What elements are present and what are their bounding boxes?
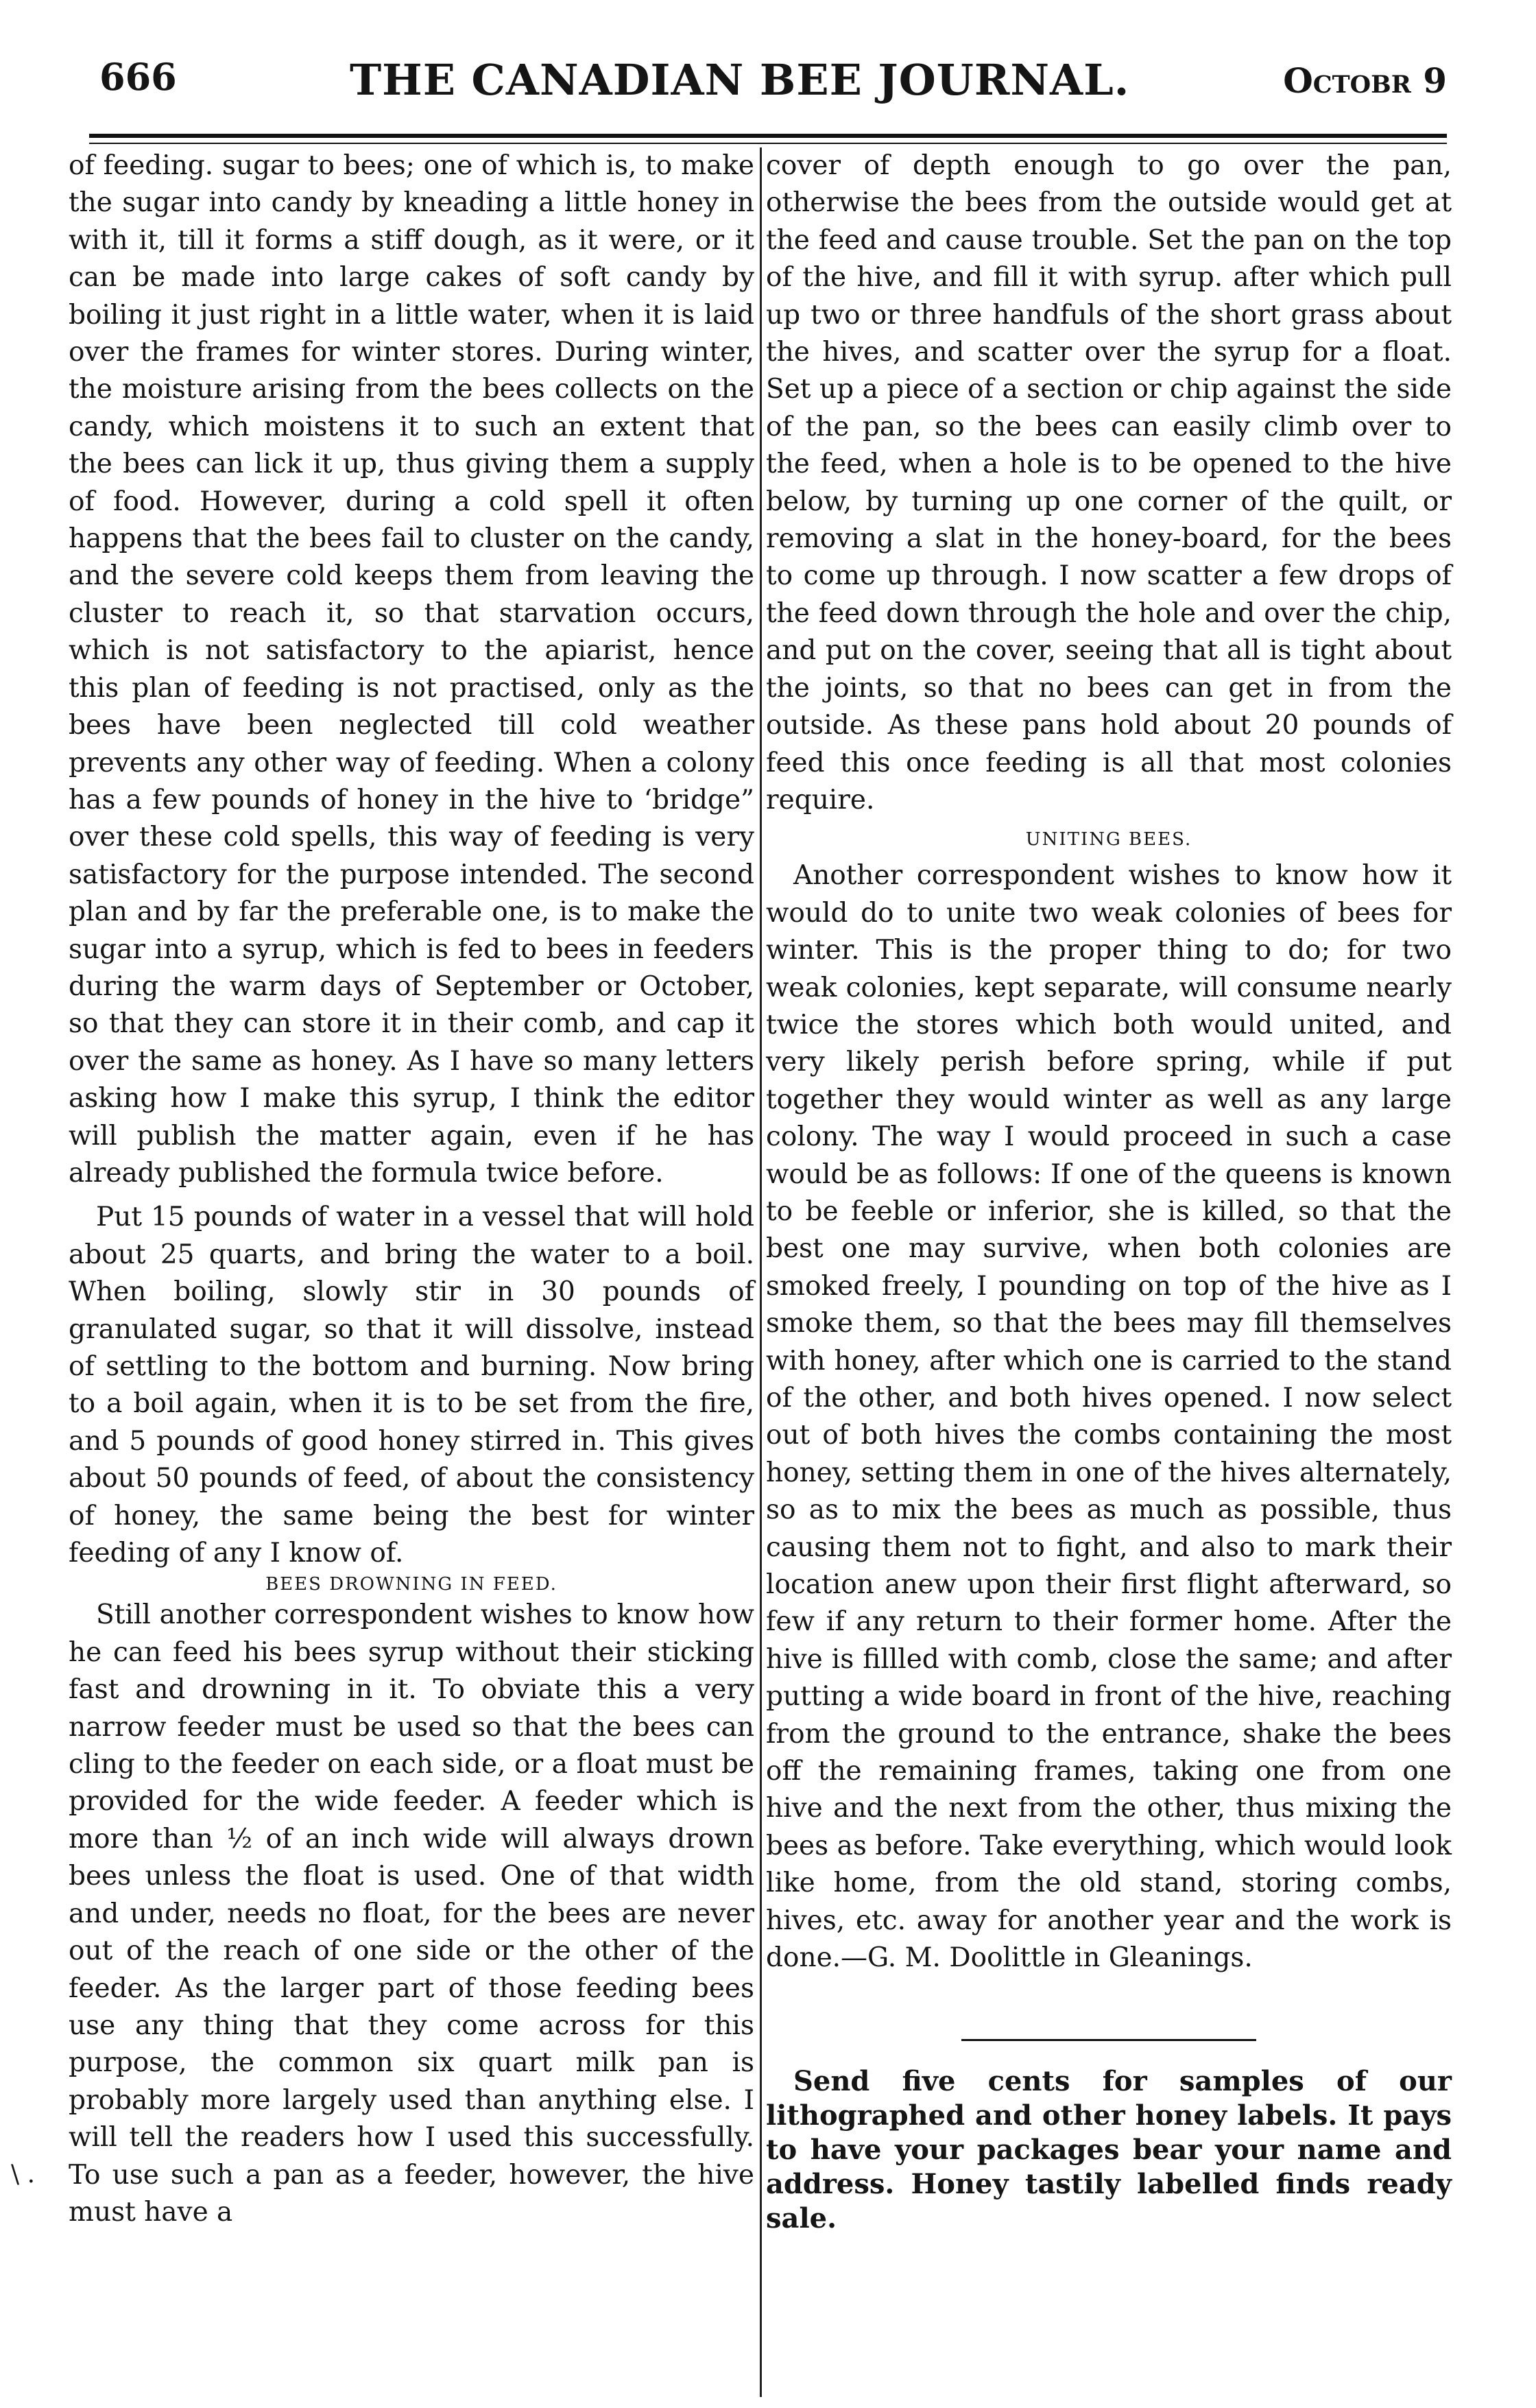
margin-mark: \ . (11, 2160, 36, 2189)
issue-date: Octobr 9 (1283, 60, 1447, 101)
header-rule-thin (89, 143, 1447, 144)
journal-title: THE CANADIAN BEE JOURNAL. (350, 55, 1130, 105)
syrup-recipe-paragraph: Put 15 pounds of water in a vessel that will hold about 25 quarts, and bring the water to a boil. When boiling, slowly stir in 30 pounds of granulated sugar, so that it will dissolve, instead of settling to the bottom and burning. Now bring to a boil again, when it is to be set from the fire, and 5 pounds of good honey stirred in. This gives about 50 pounds of feed, of about the consistency of honey, the same being the best for winter feeding of any I know of. (69, 1202, 754, 1569)
uniting-paragraph: Another correspondent wishes to know how it would do to unite two weak colonies of bees for winter. This is the proper thing to do; for two weak colonies, kept separate, will consume nearly twice the stores which both would united, and very likely perish before spring, while if put together they would winter as well as any large colony. The way I would proceed in such a case would be as follows: If one of the queens is known to be feeble or inferior, she is killed, so that the best one may survive, when both colonies are smoked freely, I pounding on top of the hive as I smoke them, so that the bees may fill themselves with honey, after which one is carried to the stand of the other, and both hives opened. I now select out of both hives the combs containing the most honey, setting them in one of the hives alternately, so as to mix the bees as much as possible, thus causing them not to fight, and also to mark their location anew upon their first flight afterward, so few if any return to their former home. After the hive is fillled with comb, close the same; and after putting a wide board in front of the hive, reaching from the ground to the entrance, shake the bees off the remaining frames, taking one from one hive and the next from the other, thus mixing the bees as before. Take everything, which would look like home, from the old stand, storing combs, hives, etc. away for another year and the work is done.—G. M. Doolittle in Gleanings. (766, 860, 1452, 1974)
bees-drowning-heading: BEES DROWNING IN FEED. (265, 1574, 557, 1595)
column-divider (760, 147, 762, 2397)
feeding-sugar-paragraph: of feeding. sugar to bees; one of which is, to make the sugar into candy by kneading a little honey in with it, till it forms a stiff dough, as it were, or it can be made into large cakes of soft candy by boiling it just right in a little water, when it is laid over the frames for winter stores. During winter, the moisture arising from the bees collects on the candy, which moistens it to such an extent that the bees can lick it up, thus giving them a supply of food. However, during a cold spell it often happens that the bees fail to cluster on the candy, and the severe cold keeps them from leaving the cluster to reach it, so that starvation occurs, which is not satisfactory to the apiarist, hence this plan of feeding is not practised, only as the bees have been neglected till cold weather prevents any other way of feeding. When a colony has a few pounds of honey in the hive to ‘bridge” over these cold spells, this way of feeding is very satisfactory for the purpose intended. The second plan and by far the preferable one, is to make the sugar into a syrup, which is fed to bees in feeders during the warm days of September or October, so that they can store it in their comb, and cap it over the same as honey. As I have so many letters asking how I make this syrup, I think the editor will publish the matter again, even if he has already published the formula twice before. (69, 150, 754, 1189)
drowning-paragraph: Still another correspondent wishes to know how he can feed his bees syrup without their sticking fast and drowning in it. To obviate this a very narrow feeder must be used so that the bees can cling to the feeder on each side, or a float must be provided for the wide feeder. A feeder which is more than ½ of an inch wide will always drown bees unless the float is used. One of that width and under, needs no float, for the bees are never out of the reach of one side or the other of the feeder. As the larger part of those feeding bees use any thing that they come across for this purpose, the common six quart milk pan is probably more largely used than anything else. I will tell the readers how I used this successfully. To use such a pan as a feeder, however, the hive must have a (69, 1599, 754, 2228)
page-number: 666 (99, 55, 177, 99)
page-header (99, 55, 1447, 117)
right-column (766, 147, 1452, 2236)
section-rule (961, 2039, 1256, 2041)
labels-advertisement: Send five cents for samples of our lithographed and other honey labels. It pays to have your packages bear your name and address. Honey tastily labelled finds ready sale. (766, 2064, 1452, 2234)
left-column (69, 147, 754, 2231)
header-rule-thick (89, 134, 1447, 138)
uniting-bees-heading: UNITING BEES. (1025, 829, 1192, 850)
pan-feeder-paragraph: cover of depth enough to go over the pan, otherwise the bees from the outside would get at the feed and cause trouble. Set the pan on the top of the hive, and fill it with syrup. after which pull up two or three handfuls of the short grass about the hives, and scatter over the syrup for a float. Set up a piece of a section or chip against the side of the pan, so the bees can easily climb over to the feed, when a hole is to be opened to the hive below, by turning up one corner of the quilt, or removing a slat in the honey-board, for the bees to come up through. I now scatter a few drops of the feed down through the hole and over the chip, and put on the cover, seeing that all is tight about the joints, so that no bees can get in from the outside. As these pans hold about 20 pounds of feed this once feeding is all that most colonies require. (766, 150, 1452, 815)
